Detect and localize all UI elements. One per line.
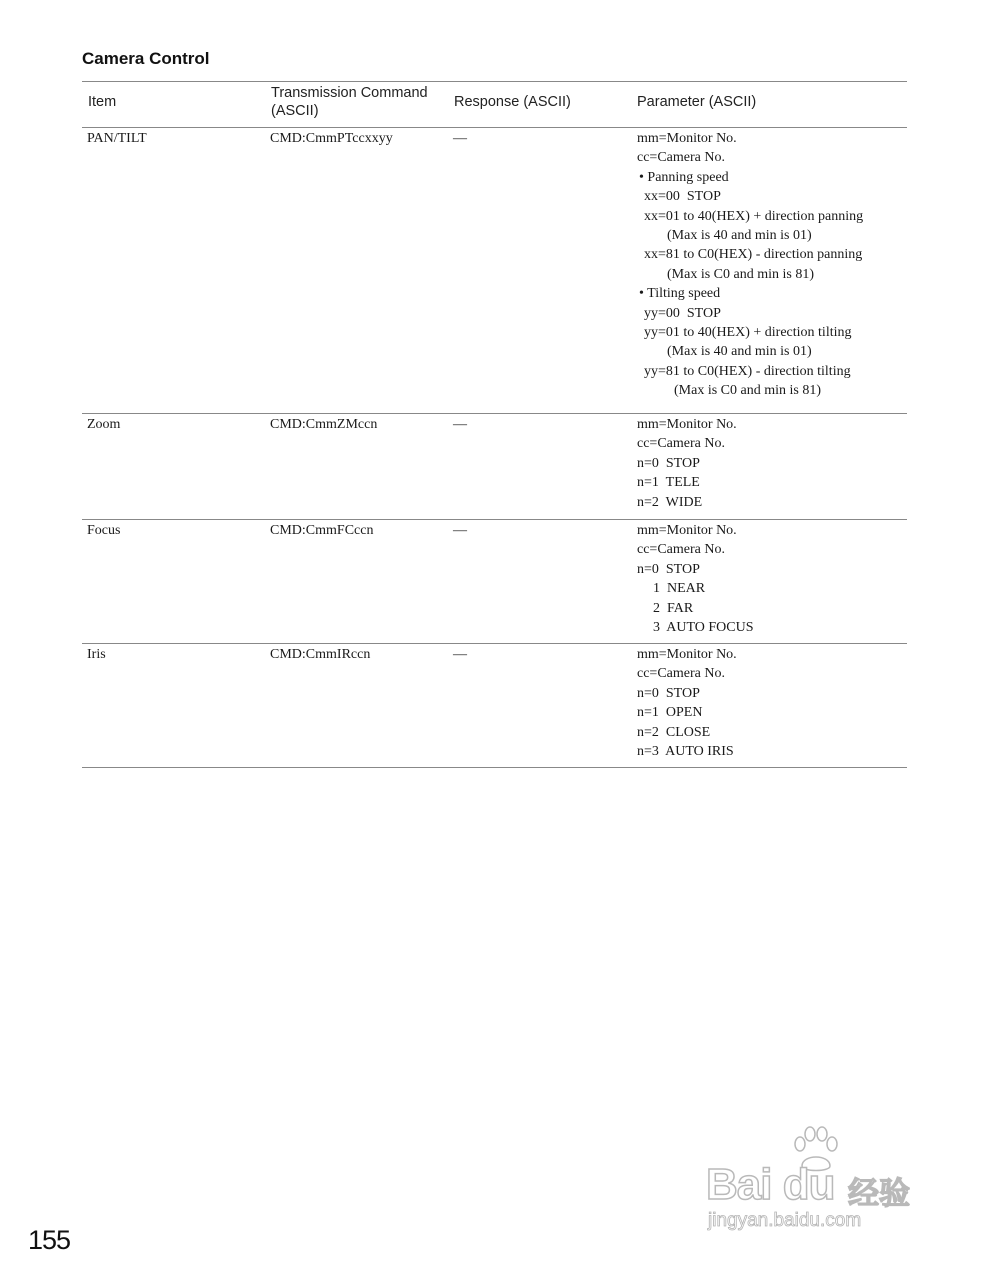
- param-line: n=2 WIDE: [637, 494, 703, 510]
- row-response: —: [453, 417, 467, 432]
- param-line: n=3 AUTO IRIS: [637, 744, 734, 760]
- row-parameters: [637, 521, 754, 637]
- param-line: n=0 STOP: [637, 455, 700, 471]
- table-row-zoom: [82, 414, 907, 520]
- param-line: n=0 STOP: [637, 685, 700, 701]
- row-item: PAN/TILT: [87, 131, 147, 146]
- param-line: cc=Camera No.: [637, 666, 725, 682]
- header-parameter: Parameter (ASCII): [637, 94, 757, 110]
- param-line: mm=Monitor No.: [637, 647, 737, 662]
- header-item: Item: [88, 94, 117, 110]
- param-line: cc=Camera No.: [637, 542, 725, 558]
- param-line: 1 NEAR: [653, 581, 706, 597]
- param-line: xx=81 to C0(HEX) - direction panning: [644, 247, 863, 263]
- row-response: —: [453, 647, 467, 662]
- param-line: xx=01 to 40(HEX) + direction panning: [644, 208, 864, 224]
- param-line: xx=00 STOP: [644, 189, 721, 205]
- row-command: CMD:CmmIRccn: [270, 647, 371, 662]
- param-line: • Tilting speed: [639, 286, 721, 302]
- watermark-url: jingyan.baidu.com: [708, 1210, 862, 1231]
- param-line: (Max is 40 and min is 01): [667, 228, 812, 244]
- row-item: Iris: [87, 647, 106, 662]
- header-response: Response (ASCII): [454, 94, 571, 110]
- table-row-iris: [82, 644, 907, 768]
- param-line: mm=Monitor No.: [637, 523, 737, 538]
- row-parameters: [637, 415, 737, 512]
- row-response: —: [453, 131, 467, 146]
- row-command: CMD:CmmPTccxxyy: [270, 131, 393, 146]
- section-title: Camera Control: [82, 49, 210, 68]
- param-line: n=1 OPEN: [637, 705, 703, 721]
- header-command-line1: Transmission Command: [271, 85, 428, 101]
- watermark-logo-text: Bai du: [706, 1160, 835, 1209]
- param-line: cc=Camera No.: [637, 150, 725, 166]
- param-line: yy=81 to C0(HEX) - direction tilting: [644, 363, 851, 379]
- row-parameters: [637, 645, 737, 761]
- camera-control-table: [82, 81, 907, 768]
- param-line: 2 FAR: [653, 600, 694, 616]
- baidu-jingyan-watermark: [698, 1126, 938, 1246]
- header-command: [271, 84, 446, 120]
- param-line: (Max is 40 and min is 01): [667, 344, 812, 360]
- table-row-pan-tilt: [82, 128, 907, 414]
- param-line: (Max is C0 and min is 81): [667, 266, 814, 282]
- param-line: yy=01 to 40(HEX) + direction tilting: [644, 325, 852, 341]
- param-line: (Max is C0 and min is 81): [674, 383, 821, 399]
- table-row-focus: [82, 520, 907, 644]
- param-line: mm=Monitor No.: [637, 131, 737, 146]
- param-line: yy=00 STOP: [644, 305, 721, 321]
- row-item: Zoom: [87, 417, 121, 432]
- header-command-line2: (ASCII): [271, 103, 319, 119]
- page-number: 155: [28, 1225, 71, 1255]
- param-line: cc=Camera No.: [637, 436, 725, 452]
- row-response: —: [453, 523, 467, 538]
- watermark-cn-text: 经验: [848, 1176, 910, 1212]
- param-line: n=0 STOP: [637, 561, 700, 577]
- table-header-row: [82, 82, 907, 128]
- param-line: 3 AUTO FOCUS: [653, 620, 754, 636]
- param-line: n=2 CLOSE: [637, 724, 711, 740]
- param-line: mm=Monitor No.: [637, 417, 737, 432]
- row-command: CMD:CmmZMccn: [270, 417, 378, 432]
- row-item: Focus: [87, 523, 121, 538]
- row-parameters: [637, 129, 863, 401]
- param-line: • Panning speed: [639, 169, 729, 185]
- row-command: CMD:CmmFCccn: [270, 523, 374, 538]
- param-line: n=1 TELE: [637, 475, 700, 491]
